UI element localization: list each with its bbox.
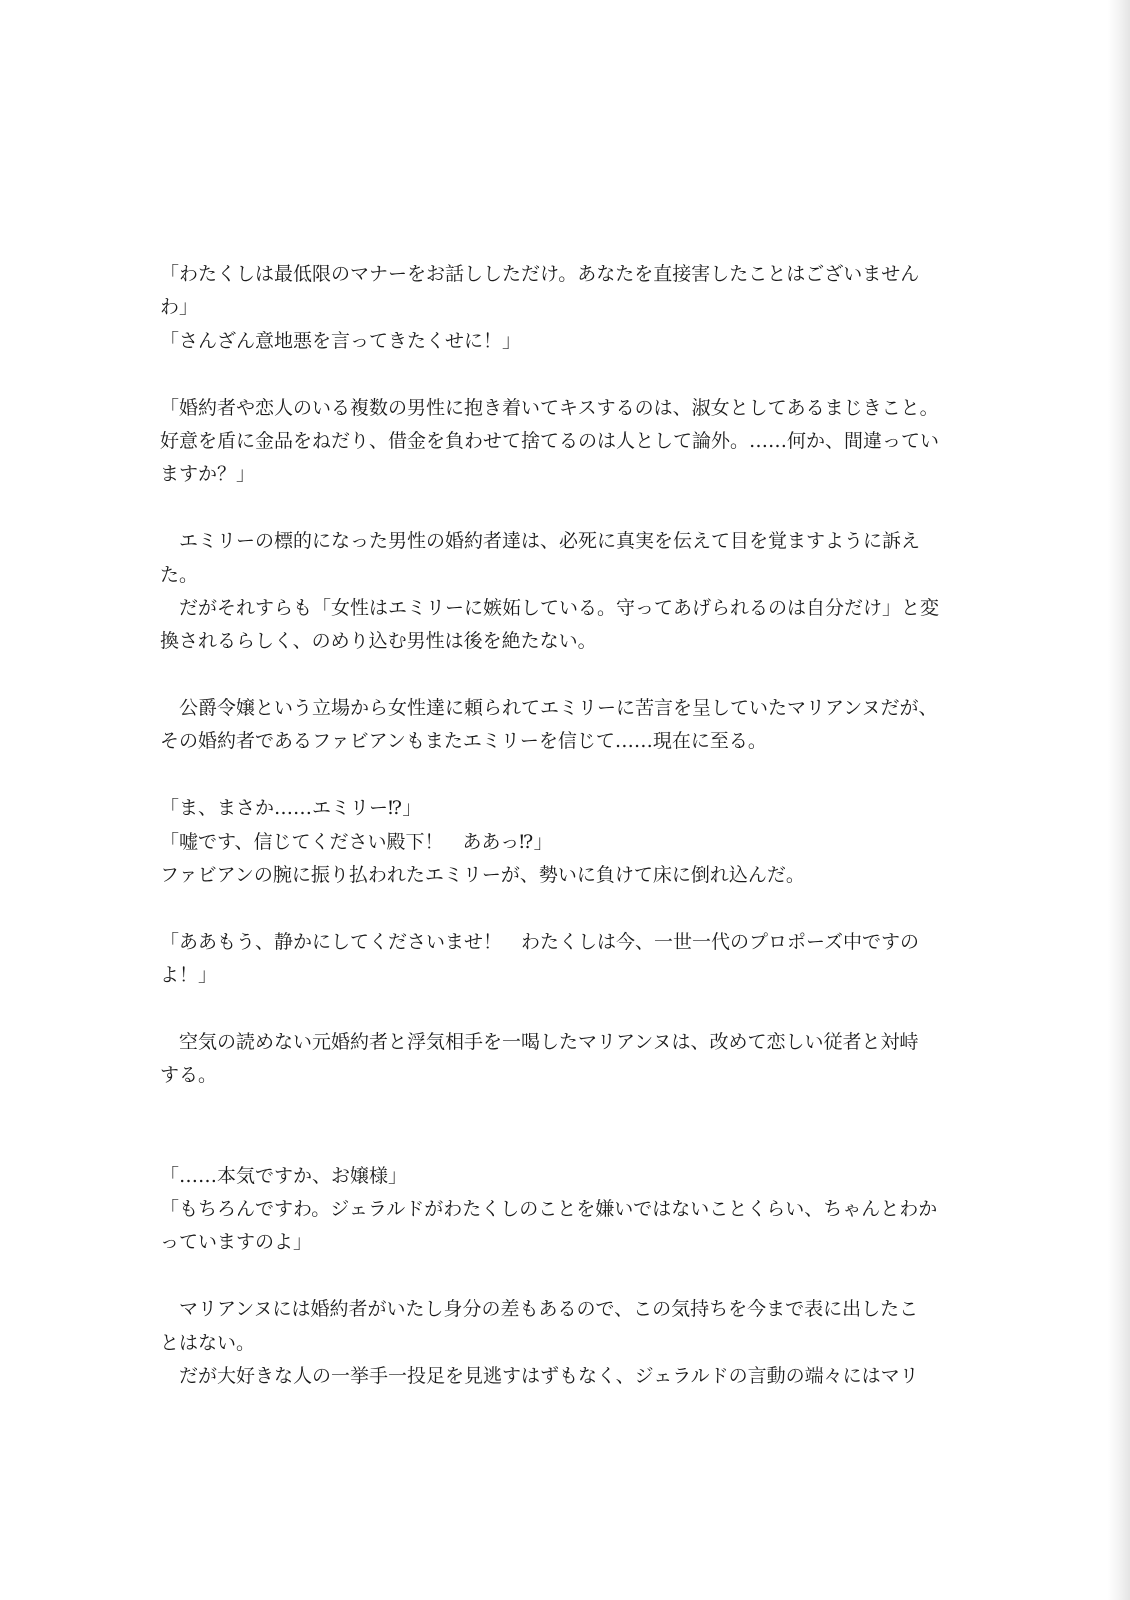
- blank-line: [160, 1126, 970, 1159]
- text-line: 好意を盾に金品をねだり、借金を負わせて捨てるのは人として論外。……何か、間違ってい: [160, 429, 940, 452]
- blank-line: [160, 1093, 970, 1126]
- text-line: マリアンヌには婚約者がいたし身分の差もあるので、この気持ちを今まで表に出したこ: [160, 1298, 919, 1321]
- text-line: 「わたくしは最低限のマナーをお話ししただけ。あなたを直接害したことはございません: [160, 263, 920, 285]
- text-line: ますか？」: [160, 463, 256, 486]
- blank-line: [160, 759, 970, 792]
- blank-line: [160, 892, 970, 925]
- text-line: 換されるらしく、のめり込む男性は後を絶たない。: [160, 630, 597, 653]
- text-line: その婚約者であるファビアンもまたエミリーを信じて……現在に至る。: [160, 730, 767, 753]
- text-line: する。: [160, 1064, 218, 1087]
- document-page: [160, 258, 970, 1393]
- text-line: 「もちろんですわ。ジェラルドがわたくしのことを嫌いではないことくらい、ちゃんとわか: [160, 1197, 938, 1220]
- blank-line: [160, 659, 970, 692]
- blank-line: [160, 1260, 970, 1293]
- blank-line: [160, 358, 970, 391]
- text-line: 空気の読めない元婚約者と浮気相手を一喝したマリアンヌは、改めて恋しい従者と対峙: [160, 1030, 919, 1053]
- text-line: わ」: [160, 296, 199, 319]
- text-line: 「さんざん意地悪を言ってきたくせに！」: [160, 329, 522, 352]
- text-line: 「ま、まさか……エミリー⁉」: [160, 797, 422, 820]
- text-line: だがそれすらも「女性はエミリーに嫉妬している。守ってあげられるのは自分だけ」と変: [160, 596, 940, 619]
- text-line: エミリーの標的になった男性の婚約者達は、必死に真実を伝えて目を覚ますように訴え: [160, 530, 921, 553]
- text-line: 「ああもう、静かにしてくださいませ！ わたくしは今、一世一代のプロポーズ中ですの: [160, 930, 920, 953]
- text-line: ファビアンの腕に振り払われたエミリーが、勢いに負けて床に倒れ込んだ。: [160, 864, 805, 887]
- text-line: 「……本気ですか、お嬢様」: [160, 1164, 408, 1187]
- text-line: た。: [160, 563, 199, 586]
- blank-line: [160, 993, 970, 1026]
- text-line: とはない。: [160, 1331, 256, 1354]
- blank-line: [160, 492, 970, 525]
- text-line: 「嘘です、信じてください殿下！ ああっ⁉」: [160, 830, 553, 853]
- text-line: よ！」: [160, 964, 218, 987]
- text-line: っていますのよ」: [160, 1231, 313, 1254]
- text-line: 公爵令嬢という立場から女性達に頼られてエミリーに苦言を呈していたマリアンヌだが、: [160, 697, 938, 720]
- page-edge-shadow: [1108, 0, 1130, 1600]
- text-line: だが大好きな人の一挙手一投足を見逃すはずもなく、ジェラルドの言動の端々にはマリ: [160, 1364, 919, 1387]
- text-line: 「婚約者や恋人のいる複数の男性に抱き着いてキスするのは、淑女としてあるまじきこと。: [160, 396, 939, 419]
